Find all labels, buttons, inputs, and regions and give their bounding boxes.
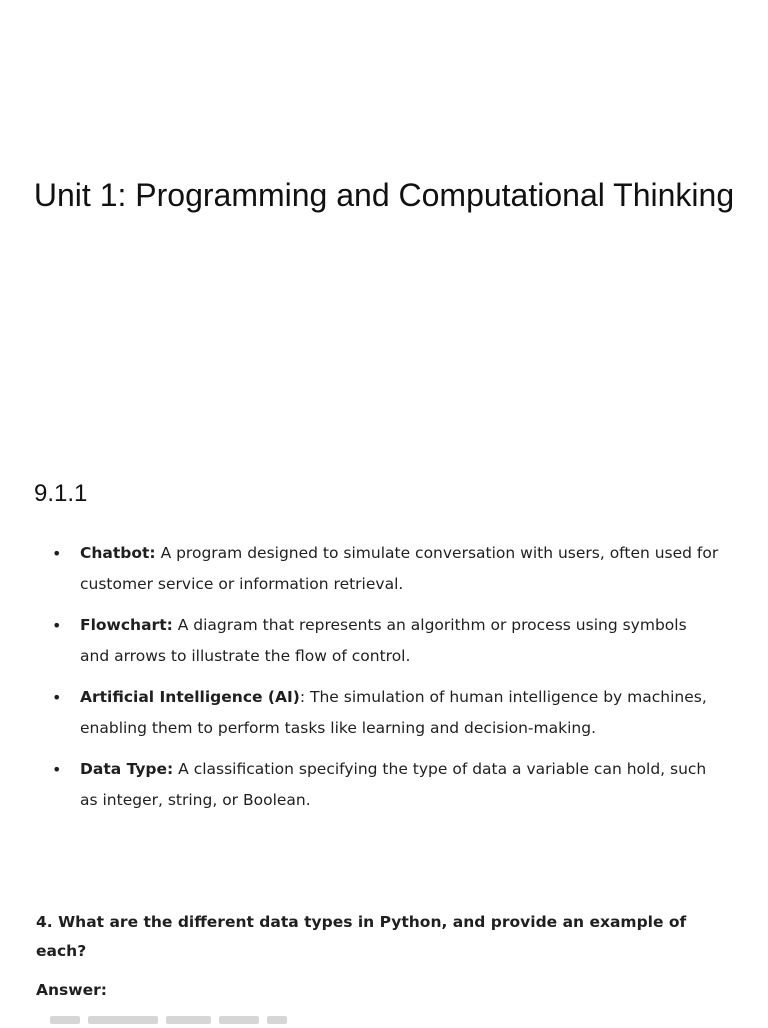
section-number: 9.1.1 [34, 480, 88, 507]
definition-term: Chatbot: [80, 544, 156, 562]
definition-term: Artificial Intelligence (AI) [80, 688, 300, 706]
list-item [50, 754, 720, 816]
bullet-icon: • [52, 544, 62, 563]
list-item [50, 538, 720, 600]
definition-text: A classification specifying the type of data a variable can hold, such as integer, string, or Boolean. [80, 760, 707, 809]
answer-label: Answer: [36, 981, 107, 999]
bullet-icon: • [52, 760, 62, 779]
definition-text: : The simulation of human intelligence by machines, enabling them to perform tasks like learning and decision-making. [80, 688, 707, 737]
bullet-icon: • [52, 688, 62, 707]
definition-text: A program designed to simulate conversation with users, often used for customer service or information retrieval. [80, 544, 719, 593]
page-title: Unit 1: Programming and Computational Thinking [33, 177, 735, 213]
definitions-list [50, 538, 720, 826]
list-item [50, 682, 720, 744]
bullet-icon: • [52, 616, 62, 635]
definition-text: A diagram that represents an algorithm or process using symbols and arrows to illustrate the flow of control. [80, 616, 687, 665]
definition-term: Flowchart: [80, 616, 173, 634]
list-item [50, 610, 720, 672]
question-heading: 4. What are the different data types in Python, and provide an example of each? [36, 913, 687, 960]
definition-term: Data Type: [80, 760, 174, 778]
cutoff-text-line [50, 1016, 350, 1028]
